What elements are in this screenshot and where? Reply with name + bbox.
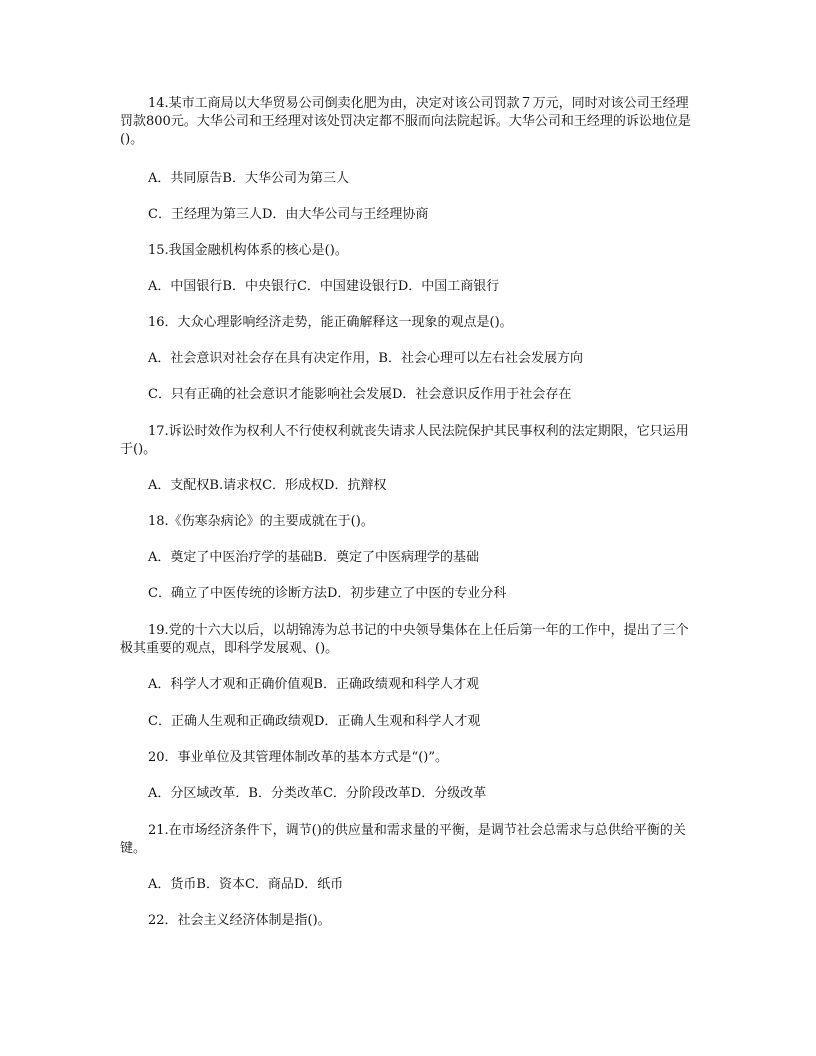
question-stem-20: 20．事业单位及其管理体制改革的基本方式是“()”。: [148, 750, 448, 765]
question-options-15-a: A．中国银行B．中央银行C．中国建设银行D．中国工商银行: [148, 279, 500, 294]
question-options-18-c: C．确立了中医传统的诊断方法D．初步建立了中医的专业分科: [148, 586, 507, 601]
question-stem-21: 21.在市场经济条件下，调节()的供应量和需求量的平衡，是调节社会总需求与总供给平衡的关键。: [120, 823, 686, 856]
question-options-17-a: A．支配权B.请求权C．形成权D．抗辩权: [148, 478, 387, 493]
question-stem-22: 22．社会主义经济体制是指()。: [148, 913, 331, 928]
question-options-20-a: A．分区域改革．B．分类改革C．分阶段改革D．分级改革: [148, 786, 487, 801]
question-options-21-a: A．货币B．资本C．商品D．纸币: [148, 877, 344, 892]
question-stem-16: 16．大众心理影响经济走势，能正确解释这一现象的观点是()。: [148, 315, 513, 330]
question-options-16-a: A．社会意识对社会存在具有决定作用，B．社会心理可以左右社会发展方向: [148, 351, 583, 366]
question-options-18-a: A．奠定了中医治疗学的基础B．奠定了中医病理学的基础: [148, 550, 479, 565]
question-stem-14: 14.某市工商局以大华贸易公司倒卖化肥为由，决定对该公司罚款７万元，同时对该公司王经理罚款800元。大华公司和王经理对该处罚决定都不服而向法院起诉。大华公司和王经理的诉讼地位是()。: [120, 96, 691, 147]
question-options-19-a: A．科学人才观和正确价值观B．正确政绩观和科学人才观: [148, 677, 479, 692]
question-options-19-c: C．正确人生观和正确政绩观D．正确人生观和科学人才观: [148, 714, 481, 729]
question-stem-18: 18.《伤寒杂病论》的主要成就在于()。: [148, 514, 374, 529]
question-options-14-a: A．共同原告B．大华公司为第三人: [148, 171, 349, 186]
question-stem-17: 17.诉讼时效作为权利人不行使权利就丧失请求人民法院保护其民事权利的法定期限，它只运用于()。: [120, 424, 689, 457]
question-options-16-c: C．只有正确的社会意识才能影响社会发展D．社会意识反作用于社会存在: [148, 387, 572, 402]
question-stem-15: 15.我国金融机构体系的核心是()。: [148, 243, 348, 258]
question-options-14-c: C．王经理为第三人D．由大华公司与王经理协商: [148, 207, 429, 222]
question-stem-19: 19.党的十六大以后，以胡锦涛为总书记的中央领导集体在上任后第一年的工作中，提出了三个极其重要的观点，即科学发展观、()。: [120, 623, 689, 656]
